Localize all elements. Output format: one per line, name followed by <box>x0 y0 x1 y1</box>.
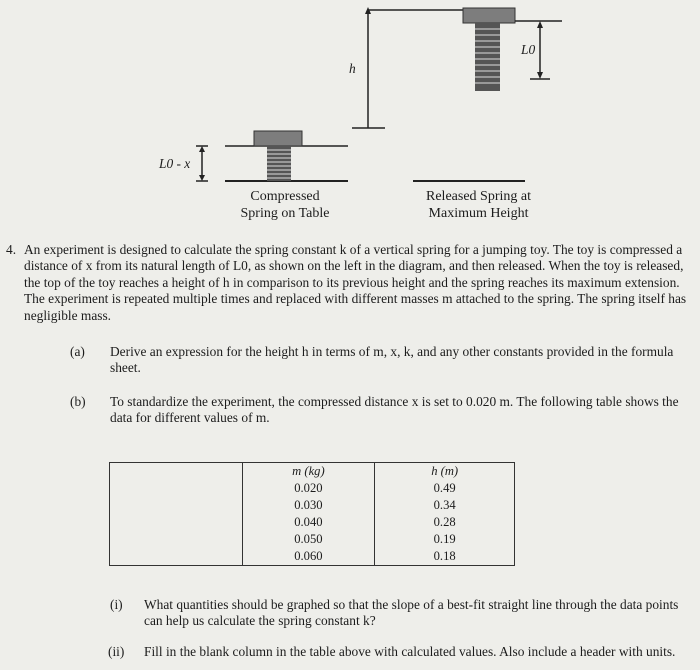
spring-compressed <box>267 146 291 181</box>
blank-cell <box>110 480 243 497</box>
mass-cell: 0.020 <box>242 480 375 497</box>
part-ii-text: Fill in the blank column in the table above with calculated values. Also include a header with units. <box>144 644 676 659</box>
l0-label: L0 <box>521 42 536 57</box>
table-row <box>110 548 515 566</box>
table-header-row <box>110 463 515 481</box>
mass-cell: 0.050 <box>242 531 375 548</box>
mass-header: m (kg) <box>242 463 375 481</box>
table-row <box>110 497 515 514</box>
height-header: h (m) <box>375 463 515 481</box>
mass-cell: 0.040 <box>242 514 375 531</box>
spring-diagram <box>0 0 700 240</box>
h-label: h <box>349 61 356 76</box>
caption-released-line1: Released Spring at <box>426 189 531 204</box>
part-a-text: Derive an expression for the height h in terms of m, x, k, and any other constants provided in the formula sheet. <box>110 344 674 376</box>
l0x-label: L0 - x <box>159 156 191 171</box>
part-b-label: (b) <box>70 394 86 409</box>
blank-header-cell <box>110 463 243 481</box>
blank-cell <box>110 531 243 548</box>
question-number: 4. <box>6 242 17 257</box>
table-row <box>110 514 515 531</box>
spring-released <box>475 23 500 91</box>
mass-cell: 0.030 <box>242 497 375 514</box>
height-cell: 0.34 <box>375 497 515 514</box>
height-cell: 0.18 <box>375 548 515 566</box>
caption-compressed-line2: Spring on Table <box>240 206 330 221</box>
part-i-text: What quantities should be graphed so that the slope of a best-fit straight line through the data points can help us calculate the spring constant k? <box>144 597 679 629</box>
table-row <box>110 480 515 497</box>
caption-compressed-line1: Compressed <box>250 189 320 204</box>
caption-compressed <box>230 188 340 222</box>
mass-cell: 0.060 <box>242 548 375 566</box>
data-table <box>109 462 515 566</box>
caption-released-line2: Maximum Height <box>428 206 529 221</box>
part-a-label: (a) <box>70 344 85 359</box>
toy-cap-compressed <box>254 131 302 146</box>
part-ii-label: (ii) <box>108 644 125 659</box>
height-cell: 0.19 <box>375 531 515 548</box>
table-row <box>110 531 515 548</box>
height-cell: 0.28 <box>375 514 515 531</box>
toy-cap-released <box>463 8 515 23</box>
part-i-label: (i) <box>110 597 123 612</box>
part-b-text: To standardize the experiment, the compressed distance x is set to 0.020 m. The following table shows the data for different values of m. <box>110 394 679 426</box>
blank-cell <box>110 548 243 566</box>
blank-cell <box>110 514 243 531</box>
caption-released <box>411 188 546 222</box>
blank-cell <box>110 497 243 514</box>
question-intro: An experiment is designed to calculate the spring constant k of a vertical spring for a jumping toy. The toy is compressed a distance of x from its natural length of L0, as shown on the left in the diagram, and then released. When the toy is released, the top of the toy reaches a height of h in comparison to its previous height and the spring reaches its maximum extension. The experiment is repeated multiple times and replaced with different masses m attached to the spring. The spring itself has negligible mass. <box>24 242 687 323</box>
height-cell: 0.49 <box>375 480 515 497</box>
